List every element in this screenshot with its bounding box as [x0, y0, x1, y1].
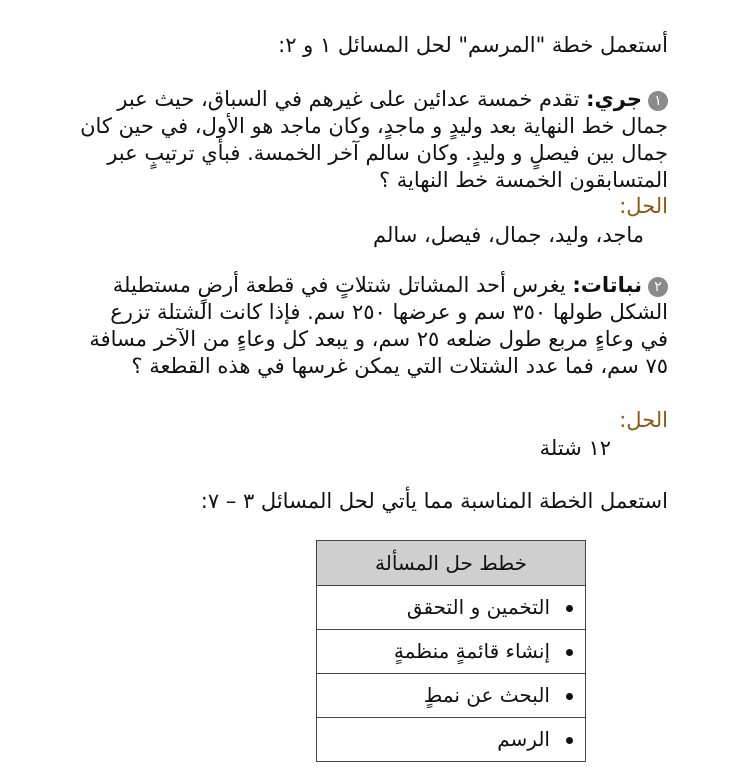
intro-instruction-1: أستعمل خطة "المرسم" لحل المسائل ١ و ٢:: [278, 33, 668, 57]
strategy-item: [317, 674, 585, 718]
strategy-item-label: التخمين و التحقق: [406, 595, 550, 619]
strategy-item: [317, 586, 585, 630]
strategy-item-label: إنشاء قائمةٍ منظمةٍ: [393, 639, 550, 663]
strategy-item-label: الرسم: [497, 727, 550, 751]
solution-answer: ١٢ شتلة: [539, 436, 611, 460]
problem-text: يغرس أحد المشاتل شتلاتٍ في قطعة أرضٍ مستطيلة الشكل طولها ٣٥٠ سم و عرضها ٢٥٠ سم. فإذا كانت الشتلة تزرع في وعاءٍ مربع طول ضلعه ٢٥ سم، و يبعد كل وعاءٍ من الآخر مسافة ٧٥ سم، فما عدد الشتلات التي يمكن غرسها في هذه القطعة ؟: [89, 273, 668, 378]
solution-label: الحل:: [619, 408, 668, 432]
strategy-item-label: البحث عن نمطٍ: [423, 683, 550, 707]
problem-title: نباتات:: [572, 273, 642, 297]
problem-text: تقدم خمسة عدائين على غيرهم في السباق، حيث عبر جمال خط النهاية بعد وليدٍ و ماجدٍ، وكان ماجد هو الأول، في حين كان جمال بين فيصلٍ و وليدٍ. وكان سالم آخر الخمسة. فبأي ترتيبٍ عبر المتسابقون الخمسة خط النهاية ؟: [80, 87, 668, 192]
strategy-item: [317, 630, 585, 674]
strategy-item: [317, 718, 585, 761]
strategies-table-header: خطط حل المسألة: [317, 541, 585, 586]
bullet-icon: [566, 693, 573, 700]
intro-instruction-2: استعمل الخطة المناسبة مما يأتي لحل المسائل ٣ – ٧:: [200, 489, 668, 513]
solution-label: الحل:: [619, 194, 668, 218]
bullet-icon: [566, 649, 573, 656]
problem-number-badge: ٢: [648, 277, 668, 297]
bullet-icon: [566, 605, 573, 612]
bullet-icon: [566, 737, 573, 744]
problem-2: [78, 272, 668, 380]
problem-title: جري:: [586, 87, 642, 111]
problem-number-badge: ١: [648, 91, 668, 111]
solution-answer: ماجد، وليد، جمال، فيصل، سالم: [372, 223, 644, 247]
strategies-table: [316, 540, 586, 762]
problem-1: [78, 86, 668, 194]
